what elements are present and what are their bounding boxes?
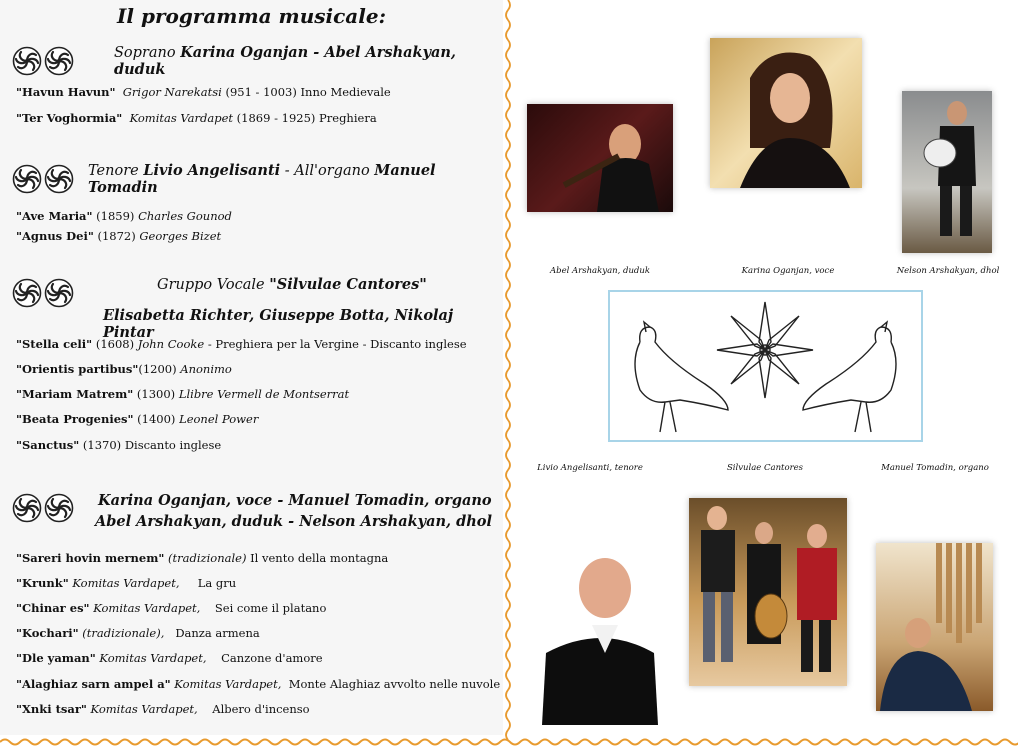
list-item: "Chinar es" Komitas Vardapet, Sei come il platano (16, 601, 327, 615)
eagles-emblem-box (608, 290, 923, 442)
photo-panel (515, 0, 1018, 735)
nelson-photo (902, 91, 992, 253)
caption-silvulae: Silvulae Cantores (726, 463, 804, 473)
group-name-line: Gruppo Vocale "Silvulae Cantores" (157, 276, 427, 293)
list-item: "Stella celi" (1608) John Cooke - Preghiera per la Vergine - Discanto inglese (16, 337, 467, 351)
karina-photo (710, 38, 862, 188)
list-item: "Beata Progenies" (1400) Leonel Power (16, 412, 259, 426)
ensemble-line-2: Abel Arshakyan, duduk - Nelson Arshakyan, dhol (95, 513, 492, 530)
group-members-line: Elisabetta Richter, Giuseppe Botta, Nikolaj Pintar (103, 307, 454, 341)
program-title: Il programma musicale: (117, 4, 386, 28)
manuel-photo (876, 543, 993, 711)
list-item: "Alaghiaz sarn ampel a" Komitas Vardapet, Monte Alaghiaz avvolto nelle nuvole (16, 677, 501, 691)
list-item: "Krunk" Komitas Vardapet, La gru (16, 576, 237, 590)
list-item: "Sareri hovin mernem" (tradizionale) Il vento della montagna (16, 551, 389, 565)
section-soprano (12, 44, 497, 78)
program-panel (0, 0, 503, 735)
armenian-eternity-emblem-icon (12, 164, 74, 194)
section-tenore (12, 162, 497, 196)
caption-manuel: Manuel Tomadin, organo (881, 463, 989, 473)
armenian-eternity-emblem-icon (12, 46, 74, 76)
list-item: "Xnki tsar" Komitas Vardapet, Albero d'incenso (16, 702, 310, 716)
armenian-eternity-emblem-icon (12, 278, 74, 308)
abel-photo (527, 104, 673, 212)
caption-abel: Abel Arshakyan, duduk (549, 266, 651, 276)
ensemble-line-1: Karina Oganjan, voce - Manuel Tomadin, organo (98, 492, 492, 509)
caption-nelson: Nelson Arshakyan, dhol (896, 266, 1000, 276)
caption-karina: Karina Oganjan, voce (741, 266, 835, 276)
horizontal-wavy-divider (0, 735, 1018, 749)
list-item: "Havun Havun" Grigor Narekatsi (951 - 1003) Inno Medievale (16, 85, 391, 99)
list-item: "Sanctus" (1370) Discanto inglese (16, 438, 222, 452)
list-item: "Ave Maria" (1859) Charles Gounod (16, 209, 232, 223)
performers-line: Tenore Livio Angelisanti - All'organo Manuel Tomadin (88, 162, 436, 196)
list-item: "Agnus Dei" (1872) Georges Bizet (16, 229, 222, 243)
eagles-and-star-icon (610, 292, 921, 440)
list-item: "Dle yaman" Komitas Vardapet, Canzone d'amore (16, 651, 323, 665)
list-item: "Mariam Matrem" (1300) Llibre Vermell de Montserrat (16, 387, 350, 401)
list-item: "Kochari" (tradizionale), Danza armena (16, 626, 260, 640)
livio-photo (542, 553, 658, 725)
performers-line: Soprano Karina Oganjan - Abel Arshakyan, duduk (114, 44, 456, 78)
vertical-wavy-divider (503, 0, 513, 740)
list-item: "Orientis partibus"(1200) Anonimo (16, 362, 232, 376)
caption-livio: Livio Angelisanti, tenore (537, 463, 643, 473)
silvulae-photo (689, 498, 847, 686)
list-item: "Ter Voghormia" Komitas Vardapet (1869 - 1925) Preghiera (16, 111, 377, 125)
armenian-eternity-emblem-icon (12, 493, 74, 523)
